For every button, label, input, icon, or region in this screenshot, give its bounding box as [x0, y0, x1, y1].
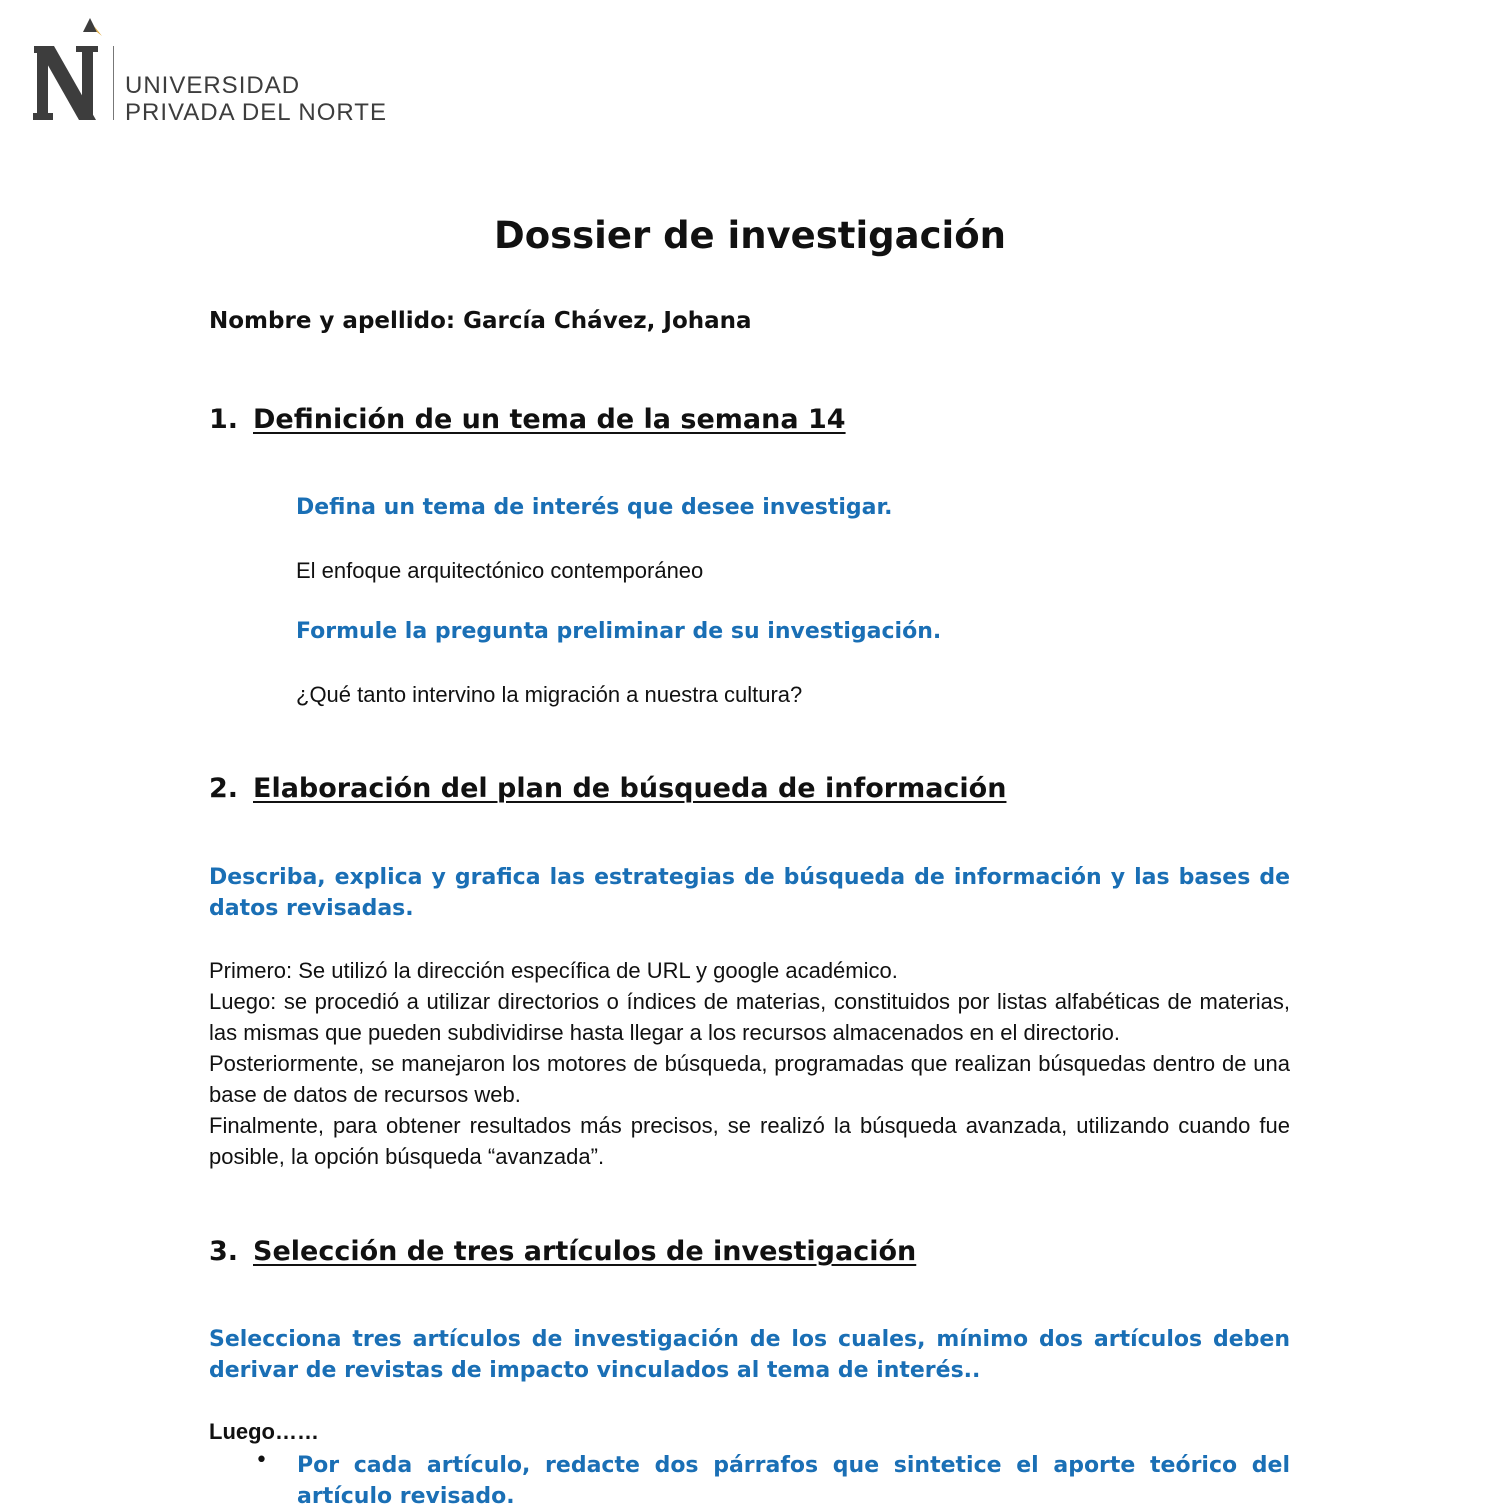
student-name: Nombre y apellido: García Chávez, Johana [209, 308, 752, 334]
paragraph: Luego: se procedió a utilizar directorios o índices de materias, constituidos por listas alfabéticas de materias, las mismas que pueden subdividirse hasta llegar a los recursos almacenados en el directorio. [209, 989, 1290, 1045]
strategies-text [209, 955, 1290, 1172]
logo-text [125, 72, 387, 126]
luego-label: Luego…… [209, 1419, 319, 1444]
answer-topic: El enfoque arquitectónico contemporáneo [296, 558, 704, 583]
paragraph: Finalmente, para obtener resultados más precisos, se realizó la búsqueda avanzada, utilizando cuando fue posible, la opción búsqueda “avanzada”. [209, 1113, 1290, 1169]
section-title: Definición de un tema de la semana 14 [253, 404, 846, 435]
question-preliminary: Formule la pregunta preliminar de su investigación. [296, 619, 942, 644]
bullet-item: Por cada artículo, redacte dos párrafos que sintetice el aporte teórico del artículo revisado. [297, 1453, 1290, 1509]
section-heading-3 [209, 1236, 916, 1267]
section-heading-1 [209, 404, 846, 435]
section-title: Selección de tres artículos de investigación [253, 1236, 917, 1267]
question-articles: Selecciona tres artículos de investigación de los cuales, mínimo dos artículos deben derivar de revistas de impacto vinculados al tema de interés.. [209, 1327, 1290, 1383]
page-title: Dossier de investigación [493, 214, 1006, 257]
question-topic: Defina un tema de interés que desee investigar. [296, 495, 893, 520]
section-heading-2 [209, 773, 1006, 804]
paragraph: Primero: Se utilizó la dirección específica de URL y google académico. [209, 958, 898, 983]
bullet-icon: • [255, 1448, 268, 1473]
question-strategies: Describa, explica y grafica las estrategias de búsqueda de información y las bases de datos revisadas. [209, 865, 1290, 921]
section-number: 3. [209, 1236, 239, 1267]
section-number: 1. [209, 404, 239, 435]
logo-line2: PRIVADA DEL NORTE [125, 99, 387, 126]
logo-n-icon [32, 18, 107, 123]
university-logo [32, 18, 107, 127]
answer-preliminary: ¿Qué tanto intervino la migración a nuestra cultura? [296, 682, 803, 707]
section-title: Elaboración del plan de búsqueda de información [253, 773, 1007, 804]
logo-line1: UNIVERSIDAD [125, 72, 301, 99]
paragraph: Posteriormente, se manejaron los motores de búsqueda, programadas que realizan búsquedas dentro de una base de datos de recursos web. [209, 1051, 1290, 1107]
logo-divider [113, 46, 114, 120]
section-number: 2. [209, 773, 239, 804]
